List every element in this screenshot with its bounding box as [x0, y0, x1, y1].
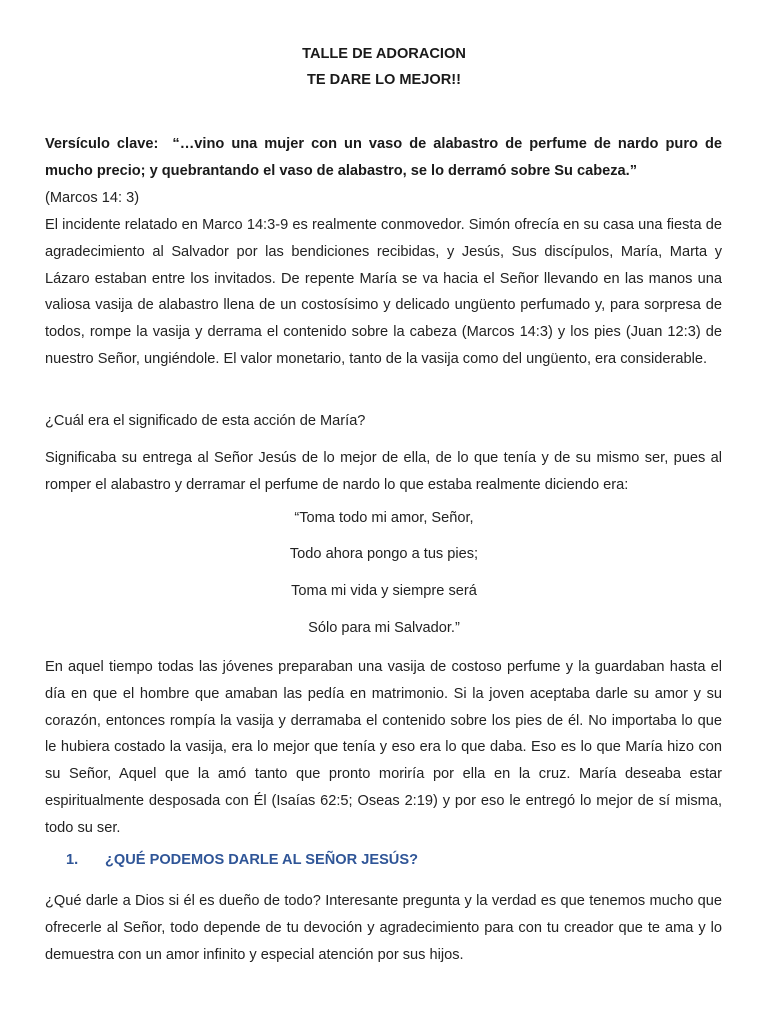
poem-line: “Toma todo mi amor, Señor, — [294, 510, 474, 526]
poem-line: Sólo para mi Salvador.” — [308, 620, 460, 636]
section-number: 1. — [66, 852, 79, 868]
meaning-paragraph: Significaba su entrega al Señor Jesús de lo mejor de ella, de lo que tenía y de su mismo ser, pues al romper el alabastro y derramar el perfume de nardo lo que estaba realmente diciendo era: — [45, 450, 722, 493]
question-paragraph: ¿Cuál era el significado de esta acción de María? — [45, 413, 366, 429]
document-title: TALLE DE ADORACION — [302, 46, 466, 62]
incident-paragraph: El incidente relatado en Marco 14:3-9 es realmente conmovedor. Simón ofrecía en su casa una fiesta de agradecimiento al Salvador por las bendiciones recibidas, y Jesús, Sus discípulos, María, Marta y Lázaro estaban entre los invitados. De repente María se va hacia el Señor llevando en las manos una valiosa vasija de alabastro llena de un costosísimo y delicado ungüento perfumado y, para sorpresa de todos, rompe la vasija y derrama el contenido sobre la cabeza (Marcos 14:3) y los pies (Juan 12:3) de nuestro Señor, ungiéndole. El valor monetario, tanto de la vasija como del ungüento, era considerable. — [45, 217, 722, 367]
final-paragraph: ¿Qué darle a Dios si él es dueño de todo? Interesante pregunta y la verdad es que tenemos mucho que ofrecerle al Señor, todo depende de tu devoción y agradecimiento para con tu creador que te ama y lo demuestra con un amor infinito y especial atención por sus hijos. — [45, 893, 722, 963]
section-heading-text: ¿QUÉ PODEMOS DARLE AL SEÑOR JESÚS? — [105, 852, 418, 868]
custom-paragraph: En aquel tiempo todas las jóvenes preparaban una vasija de costoso perfume y la guardaban hasta el día en que el hombre que amaban las pedía en matrimonio. Si la joven aceptaba darle su amor y su corazón, entonces rompía la vasija y derramaba el contenido sobre los pies de él. No importaba lo que le hubiera costado la vasija, era lo mejor que tenía y eso era lo que daba. Eso es lo que María hizo con su Señor, Aquel que la amó tanto que pronto moriría por ella en la cruz. María deseaba estar espiritualmente desposada con Él (Isaías 62:5; Oseas 2:19) y por eso le entregó lo mejor de sí misma, todo su ser. — [45, 659, 722, 836]
poem-line: Toma mi vida y siempre será — [291, 583, 477, 599]
key-verse-paragraph — [45, 131, 722, 211]
section-heading — [66, 852, 418, 868]
poem-line: Todo ahora pongo a tus pies; — [289, 546, 479, 562]
key-verse-reference: (Marcos 14: 3) — [45, 189, 140, 206]
key-verse-quote: “…vino una mujer con un vaso de alabastro de perfume de nardo puro de mucho precio; y quebrantando el vaso de alabastro, se lo derramó sobre Su cabeza.” — [45, 136, 722, 179]
key-verse-label: Versículo clave: — [45, 136, 159, 152]
document-subtitle: TE DARE LO MEJOR!! — [306, 72, 462, 88]
